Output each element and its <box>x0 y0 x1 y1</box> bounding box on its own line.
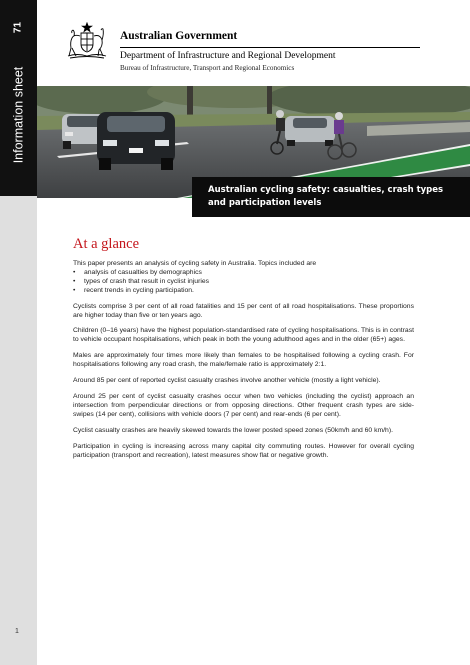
paragraph: Cyclist casualty crashes are heavily skewed towards the lower posted speed zones (50km/h and 60 km/h). <box>73 426 393 434</box>
department-title: Department of Infrastructure and Regional Development <box>120 51 336 61</box>
government-title: Australian Government <box>120 30 238 42</box>
section-heading: At a glance <box>73 236 140 252</box>
paragraph: Around 85 per cent of reported cyclist casualty crashes involve another vehicle (mostly a light vehicle). <box>73 377 381 385</box>
body-text <box>73 260 414 467</box>
coat-of-arms-icon <box>62 22 112 62</box>
sheet-label: Information sheet <box>11 66 26 164</box>
page-number: 1 <box>15 628 19 635</box>
list-item: • recent trends in cycling participation. <box>73 287 414 296</box>
list-item: • analysis of casualties by demographics <box>73 269 414 278</box>
bureau-title: Bureau of Infrastructure, Transport and Regional Economics <box>120 64 295 72</box>
paragraph: Participation in cycling is increasing across many capital city commuting routes. However for overall cycling participation (transport and recreation), latest measures show flat or negative growth. <box>73 442 414 459</box>
paragraph: Around 25 per cent of cyclist casualty crashes occur when two vehicles (including the cyclist) approach an intersection from perpendicular directions or from opposing directions. Other frequent crash types are side-swipes (14 per cent), collisions with vehicle doors (7 per cent) and rear-ends (6 per cent). <box>73 392 414 418</box>
intro-paragraph: This paper presents an analysis of cycling safety in Australia. Topics included are <box>73 260 317 267</box>
paragraph: Males are approximately four times more likely than females to be hospitalised following a cycling crash. For hospitalisations following any road crash, the male/female ratio is approximately 2:1. <box>73 352 414 369</box>
header-divider <box>120 47 420 48</box>
paragraph: Children (0–16 years) have the highest population-standardised rate of cycling hospitalisations. This is in contrast to vehicle occupant hospitalisations, which peak in both the young adulthood ages and in the older (65+) ages. <box>73 327 414 344</box>
document-title-banner <box>192 177 470 217</box>
sheet-number: 71 <box>12 21 24 34</box>
header <box>62 20 462 80</box>
sidebar-header-block <box>0 0 37 196</box>
topic-list <box>73 269 414 296</box>
paragraph: Cyclists comprise 3 per cent of all road fatalities and 15 per cent of all road hospitalisations. These proportions are higher today than five or ten years ago. <box>73 302 414 319</box>
document-title: Australian cycling safety: casualties, crash types and participation levels <box>208 185 444 208</box>
list-item: • types of crash that result in cyclist injuries <box>73 278 414 287</box>
